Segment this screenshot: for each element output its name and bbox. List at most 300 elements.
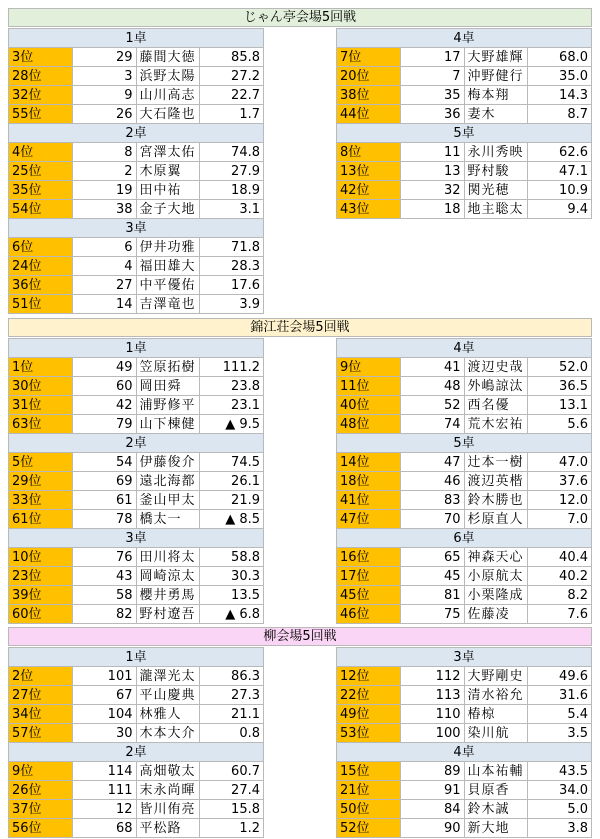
- entry-number-cell: 27: [72, 276, 136, 295]
- score-cell: 14.3: [528, 86, 592, 105]
- table-header-row: [337, 743, 592, 762]
- score-cell: 3.5: [528, 724, 592, 743]
- table-row: [337, 396, 592, 415]
- table-row: [9, 415, 264, 434]
- entry-number-cell: 47: [400, 453, 464, 472]
- entry-number-cell: 41: [400, 358, 464, 377]
- player-name-cell: 荒木宏祐: [464, 415, 528, 434]
- player-name-cell: 鈴木誠: [464, 800, 528, 819]
- table-row: [9, 667, 264, 686]
- table-header-row: [337, 529, 592, 548]
- table-row: [337, 48, 592, 67]
- score-cell: 23.1: [200, 396, 264, 415]
- score-cell: 13.5: [200, 586, 264, 605]
- score-cell: 27.9: [200, 162, 264, 181]
- score-cell: 40.4: [528, 548, 592, 567]
- table-row: [337, 724, 592, 743]
- score-cell: 47.1: [528, 162, 592, 181]
- rank-cell: 9位: [337, 358, 401, 377]
- table-row: [9, 491, 264, 510]
- score-cell: 12.0: [528, 491, 592, 510]
- table-row: [337, 686, 592, 705]
- table-label: 3卓: [9, 219, 264, 238]
- score-cell: 47.0: [528, 453, 592, 472]
- rank-cell: 23位: [9, 567, 73, 586]
- entry-number-cell: 84: [400, 800, 464, 819]
- rank-cell: 40位: [337, 396, 401, 415]
- rank-cell: 53位: [337, 724, 401, 743]
- rank-cell: 34位: [9, 705, 73, 724]
- rank-cell: 52位: [337, 819, 401, 838]
- entry-number-cell: 11: [400, 143, 464, 162]
- score-cell: 7.0: [528, 510, 592, 529]
- rank-cell: 21位: [337, 781, 401, 800]
- rank-cell: 3位: [9, 48, 73, 67]
- table-label: 1卓: [9, 339, 264, 358]
- player-name-cell: 伊藤俊介: [136, 453, 200, 472]
- table-row: [9, 67, 264, 86]
- rank-cell: 50位: [337, 800, 401, 819]
- player-name-cell: 宮澤太佑: [136, 143, 200, 162]
- score-cell: 0.8: [200, 724, 264, 743]
- player-name-cell: 椿椋: [464, 705, 528, 724]
- player-name-cell: 金子大地: [136, 200, 200, 219]
- entry-number-cell: 13: [400, 162, 464, 181]
- score-cell: 17.6: [200, 276, 264, 295]
- table-row: [337, 667, 592, 686]
- table-label: 4卓: [337, 29, 592, 48]
- rank-cell: 11位: [337, 377, 401, 396]
- score-cell: 3.9: [200, 295, 264, 314]
- entry-number-cell: 113: [400, 686, 464, 705]
- entry-number-cell: 75: [400, 605, 464, 624]
- table-row: [337, 86, 592, 105]
- player-name-cell: 岡田舜: [136, 377, 200, 396]
- score-cell: 27.4: [200, 781, 264, 800]
- rank-cell: 42位: [337, 181, 401, 200]
- player-name-cell: 染川航: [464, 724, 528, 743]
- rank-cell: 61位: [9, 510, 73, 529]
- entry-number-cell: 114: [72, 762, 136, 781]
- score-cell: 71.8: [200, 238, 264, 257]
- rank-cell: 26位: [9, 781, 73, 800]
- entry-number-cell: 46: [400, 472, 464, 491]
- player-name-cell: 平山慶典: [136, 686, 200, 705]
- entry-number-cell: 101: [72, 667, 136, 686]
- table-row: [9, 686, 264, 705]
- rank-cell: 51位: [9, 295, 73, 314]
- entry-number-cell: 18: [400, 200, 464, 219]
- entry-number-cell: 12: [72, 800, 136, 819]
- entry-number-cell: 91: [400, 781, 464, 800]
- entry-number-cell: 69: [72, 472, 136, 491]
- score-cell: 74.5: [200, 453, 264, 472]
- entry-number-cell: 78: [72, 510, 136, 529]
- player-name-cell: 外嶋諒汰: [464, 377, 528, 396]
- table-row: [337, 105, 592, 124]
- entry-number-cell: 74: [400, 415, 464, 434]
- player-name-cell: 遠北海都: [136, 472, 200, 491]
- entry-number-cell: 70: [400, 510, 464, 529]
- table-row: [337, 162, 592, 181]
- rank-cell: 30位: [9, 377, 73, 396]
- table-row: [9, 705, 264, 724]
- rank-cell: 14位: [337, 453, 401, 472]
- score-cell: 7.6: [528, 605, 592, 624]
- entry-number-cell: 14: [72, 295, 136, 314]
- score-cell: ▲ 8.5: [200, 510, 264, 529]
- entry-number-cell: 104: [72, 705, 136, 724]
- score-cell: 28.3: [200, 257, 264, 276]
- score-cell: ▲ 6.8: [200, 605, 264, 624]
- rank-cell: 6位: [9, 238, 73, 257]
- table-row: [337, 567, 592, 586]
- score-cell: 3.8: [528, 819, 592, 838]
- rank-cell: 45位: [337, 586, 401, 605]
- score-cell: 9.4: [528, 200, 592, 219]
- entry-number-cell: 67: [72, 686, 136, 705]
- rank-cell: 9位: [9, 762, 73, 781]
- table-label: 5卓: [337, 434, 592, 453]
- entry-number-cell: 8: [72, 143, 136, 162]
- table-row: [337, 67, 592, 86]
- rank-cell: 12位: [337, 667, 401, 686]
- score-cell: 86.3: [200, 667, 264, 686]
- table-header-row: [9, 529, 264, 548]
- table-block-left: [8, 647, 264, 838]
- player-name-cell: 辻本一樹: [464, 453, 528, 472]
- rank-cell: 20位: [337, 67, 401, 86]
- player-name-cell: 神森天心: [464, 548, 528, 567]
- entry-number-cell: 6: [72, 238, 136, 257]
- rank-cell: 15位: [337, 762, 401, 781]
- table-row: [337, 472, 592, 491]
- score-cell: 37.6: [528, 472, 592, 491]
- entry-number-cell: 81: [400, 586, 464, 605]
- entry-number-cell: 83: [400, 491, 464, 510]
- rank-cell: 35位: [9, 181, 73, 200]
- score-cell: 52.0: [528, 358, 592, 377]
- score-cell: 58.8: [200, 548, 264, 567]
- score-cell: 36.5: [528, 377, 592, 396]
- rank-cell: 27位: [9, 686, 73, 705]
- player-name-cell: 永川秀映: [464, 143, 528, 162]
- table-row: [337, 453, 592, 472]
- score-cell: 13.1: [528, 396, 592, 415]
- table-row: [337, 819, 592, 838]
- rank-cell: 18位: [337, 472, 401, 491]
- rank-cell: 46位: [337, 605, 401, 624]
- table-row: [9, 238, 264, 257]
- rank-cell: 36位: [9, 276, 73, 295]
- player-name-cell: 吉澤竜也: [136, 295, 200, 314]
- player-name-cell: 渡辺英楷: [464, 472, 528, 491]
- entry-number-cell: 60: [72, 377, 136, 396]
- rank-cell: 32位: [9, 86, 73, 105]
- table-row: [9, 548, 264, 567]
- table-row: [9, 276, 264, 295]
- table-row: [337, 181, 592, 200]
- player-name-cell: 妻木: [464, 105, 528, 124]
- table-row: [337, 491, 592, 510]
- score-cell: 15.8: [200, 800, 264, 819]
- table-row: [9, 586, 264, 605]
- rank-cell: 43位: [337, 200, 401, 219]
- player-name-cell: 山下棟健: [136, 415, 200, 434]
- table-row: [9, 762, 264, 781]
- venue-title: 錦江荘会場5回戦: [8, 318, 592, 337]
- entry-number-cell: 79: [72, 415, 136, 434]
- table-row: [337, 781, 592, 800]
- rank-cell: 38位: [337, 86, 401, 105]
- table-row: [9, 86, 264, 105]
- entry-number-cell: 68: [72, 819, 136, 838]
- rank-cell: 31位: [9, 396, 73, 415]
- score-cell: 34.0: [528, 781, 592, 800]
- table-block-left: [8, 28, 264, 314]
- rank-cell: 4位: [9, 143, 73, 162]
- rank-cell: 7位: [337, 48, 401, 67]
- score-cell: 22.7: [200, 86, 264, 105]
- entry-number-cell: 48: [400, 377, 464, 396]
- entry-number-cell: 45: [400, 567, 464, 586]
- table-header-row: [337, 29, 592, 48]
- table-label: 4卓: [337, 339, 592, 358]
- table-row: [337, 705, 592, 724]
- player-name-cell: 大石隆也: [136, 105, 200, 124]
- entry-number-cell: 7: [400, 67, 464, 86]
- player-name-cell: 清水裕允: [464, 686, 528, 705]
- player-name-cell: 大野剛史: [464, 667, 528, 686]
- entry-number-cell: 42: [72, 396, 136, 415]
- score-cell: 8.7: [528, 105, 592, 124]
- entry-number-cell: 49: [72, 358, 136, 377]
- player-name-cell: 瀧澤光太: [136, 667, 200, 686]
- player-name-cell: 伊井功雅: [136, 238, 200, 257]
- rank-cell: 48位: [337, 415, 401, 434]
- rank-cell: 37位: [9, 800, 73, 819]
- table-label: 6卓: [337, 529, 592, 548]
- entry-number-cell: 38: [72, 200, 136, 219]
- score-cell: 18.9: [200, 181, 264, 200]
- table-row: [9, 605, 264, 624]
- player-name-cell: 山川高志: [136, 86, 200, 105]
- table-label: 2卓: [9, 743, 264, 762]
- player-name-cell: 末永尚暉: [136, 781, 200, 800]
- table-row: [9, 377, 264, 396]
- player-name-cell: 藤間大徳: [136, 48, 200, 67]
- rank-cell: 60位: [9, 605, 73, 624]
- player-name-cell: 新大地: [464, 819, 528, 838]
- rank-cell: 22位: [337, 686, 401, 705]
- table-row: [9, 396, 264, 415]
- table-header-row: [9, 648, 264, 667]
- score-cell: 27.3: [200, 686, 264, 705]
- player-name-cell: 沖野健行: [464, 67, 528, 86]
- entry-number-cell: 58: [72, 586, 136, 605]
- venue-title: 柳会場5回戦: [8, 627, 592, 646]
- table-label: 2卓: [9, 434, 264, 453]
- score-cell: 31.6: [528, 686, 592, 705]
- rank-cell: 5位: [9, 453, 73, 472]
- table-row: [337, 377, 592, 396]
- rank-cell: 24位: [9, 257, 73, 276]
- rank-cell: 63位: [9, 415, 73, 434]
- player-name-cell: 渡辺史哉: [464, 358, 528, 377]
- table-label: 2卓: [9, 124, 264, 143]
- rank-cell: 41位: [337, 491, 401, 510]
- table-row: [9, 453, 264, 472]
- entry-number-cell: 43: [72, 567, 136, 586]
- player-name-cell: 関光穂: [464, 181, 528, 200]
- table-row: [9, 472, 264, 491]
- entry-number-cell: 76: [72, 548, 136, 567]
- player-name-cell: 浦野修平: [136, 396, 200, 415]
- venue-title: じゃん亭会場5回戦: [8, 8, 592, 27]
- rank-cell: 33位: [9, 491, 73, 510]
- player-name-cell: 櫻井勇馬: [136, 586, 200, 605]
- table-row: [337, 762, 592, 781]
- player-name-cell: 木原翼: [136, 162, 200, 181]
- entry-number-cell: 30: [72, 724, 136, 743]
- table-row: [9, 181, 264, 200]
- player-name-cell: 田川将太: [136, 548, 200, 567]
- table-header-row: [337, 648, 592, 667]
- entry-number-cell: 2: [72, 162, 136, 181]
- table-row: [9, 781, 264, 800]
- player-name-cell: 野村駿: [464, 162, 528, 181]
- score-cell: 40.2: [528, 567, 592, 586]
- player-name-cell: 皆川侑亮: [136, 800, 200, 819]
- table-row: [337, 586, 592, 605]
- score-cell: 21.9: [200, 491, 264, 510]
- entry-number-cell: 82: [72, 605, 136, 624]
- player-name-cell: 林雅人: [136, 705, 200, 724]
- score-cell: 30.3: [200, 567, 264, 586]
- table-header-row: [9, 29, 264, 48]
- table-row: [337, 143, 592, 162]
- score-cell: 85.8: [200, 48, 264, 67]
- table-row: [9, 358, 264, 377]
- table-header-row: [9, 339, 264, 358]
- table-row: [9, 257, 264, 276]
- rank-cell: 56位: [9, 819, 73, 838]
- entry-number-cell: 19: [72, 181, 136, 200]
- score-cell: 74.8: [200, 143, 264, 162]
- entry-number-cell: 9: [72, 86, 136, 105]
- rank-cell: 49位: [337, 705, 401, 724]
- table-label: 5卓: [337, 124, 592, 143]
- entry-number-cell: 29: [72, 48, 136, 67]
- table-row: [9, 724, 264, 743]
- score-cell: 43.5: [528, 762, 592, 781]
- player-name-cell: 浜野太陽: [136, 67, 200, 86]
- rank-cell: 57位: [9, 724, 73, 743]
- table-row: [9, 800, 264, 819]
- player-name-cell: 杉原直人: [464, 510, 528, 529]
- rank-cell: 16位: [337, 548, 401, 567]
- table-row: [337, 200, 592, 219]
- table-row: [9, 200, 264, 219]
- score-cell: 35.0: [528, 67, 592, 86]
- table-header-row: [9, 124, 264, 143]
- score-cell: 60.7: [200, 762, 264, 781]
- table-row: [337, 358, 592, 377]
- rank-cell: 28位: [9, 67, 73, 86]
- score-cell: 111.2: [200, 358, 264, 377]
- table-block-left: [8, 338, 264, 624]
- table-label: 1卓: [9, 29, 264, 48]
- table-label: 1卓: [9, 648, 264, 667]
- entry-number-cell: 4: [72, 257, 136, 276]
- table-header-row: [9, 743, 264, 762]
- rank-cell: 1位: [9, 358, 73, 377]
- score-cell: 62.6: [528, 143, 592, 162]
- table-row: [337, 548, 592, 567]
- rank-cell: 39位: [9, 586, 73, 605]
- rank-cell: 2位: [9, 667, 73, 686]
- table-row: [9, 162, 264, 181]
- score-cell: 1.2: [200, 819, 264, 838]
- player-name-cell: 大野雄輝: [464, 48, 528, 67]
- player-name-cell: 木本大介: [136, 724, 200, 743]
- table-header-row: [9, 219, 264, 238]
- score-cell: 27.2: [200, 67, 264, 86]
- player-name-cell: 平松路: [136, 819, 200, 838]
- entry-number-cell: 111: [72, 781, 136, 800]
- table-row: [9, 567, 264, 586]
- table-block-right: [336, 647, 592, 838]
- table-header-row: [9, 434, 264, 453]
- player-name-cell: 高畑敬太: [136, 762, 200, 781]
- score-cell: 5.6: [528, 415, 592, 434]
- table-row: [9, 48, 264, 67]
- rank-cell: 25位: [9, 162, 73, 181]
- player-name-cell: 貝原香: [464, 781, 528, 800]
- table-row: [9, 143, 264, 162]
- entry-number-cell: 35: [400, 86, 464, 105]
- score-cell: 5.0: [528, 800, 592, 819]
- rank-cell: 17位: [337, 567, 401, 586]
- player-name-cell: 梅本翔: [464, 86, 528, 105]
- entry-number-cell: 54: [72, 453, 136, 472]
- table-label: 3卓: [337, 648, 592, 667]
- entry-number-cell: 17: [400, 48, 464, 67]
- entry-number-cell: 32: [400, 181, 464, 200]
- player-name-cell: 小栗隆成: [464, 586, 528, 605]
- player-name-cell: 小原航太: [464, 567, 528, 586]
- rank-cell: 54位: [9, 200, 73, 219]
- score-cell: 49.6: [528, 667, 592, 686]
- score-cell: 68.0: [528, 48, 592, 67]
- table-row: [9, 510, 264, 529]
- entry-number-cell: 36: [400, 105, 464, 124]
- table-row: [337, 605, 592, 624]
- score-cell: 10.9: [528, 181, 592, 200]
- rank-cell: 29位: [9, 472, 73, 491]
- table-row: [337, 415, 592, 434]
- table-header-row: [337, 124, 592, 143]
- table-label: 4卓: [337, 743, 592, 762]
- player-name-cell: 笠原拓樹: [136, 358, 200, 377]
- player-name-cell: 橋太一: [136, 510, 200, 529]
- score-cell: 8.2: [528, 586, 592, 605]
- table-header-row: [337, 339, 592, 358]
- entry-number-cell: 52: [400, 396, 464, 415]
- rank-cell: 44位: [337, 105, 401, 124]
- player-name-cell: 釜山甲太: [136, 491, 200, 510]
- rank-cell: 55位: [9, 105, 73, 124]
